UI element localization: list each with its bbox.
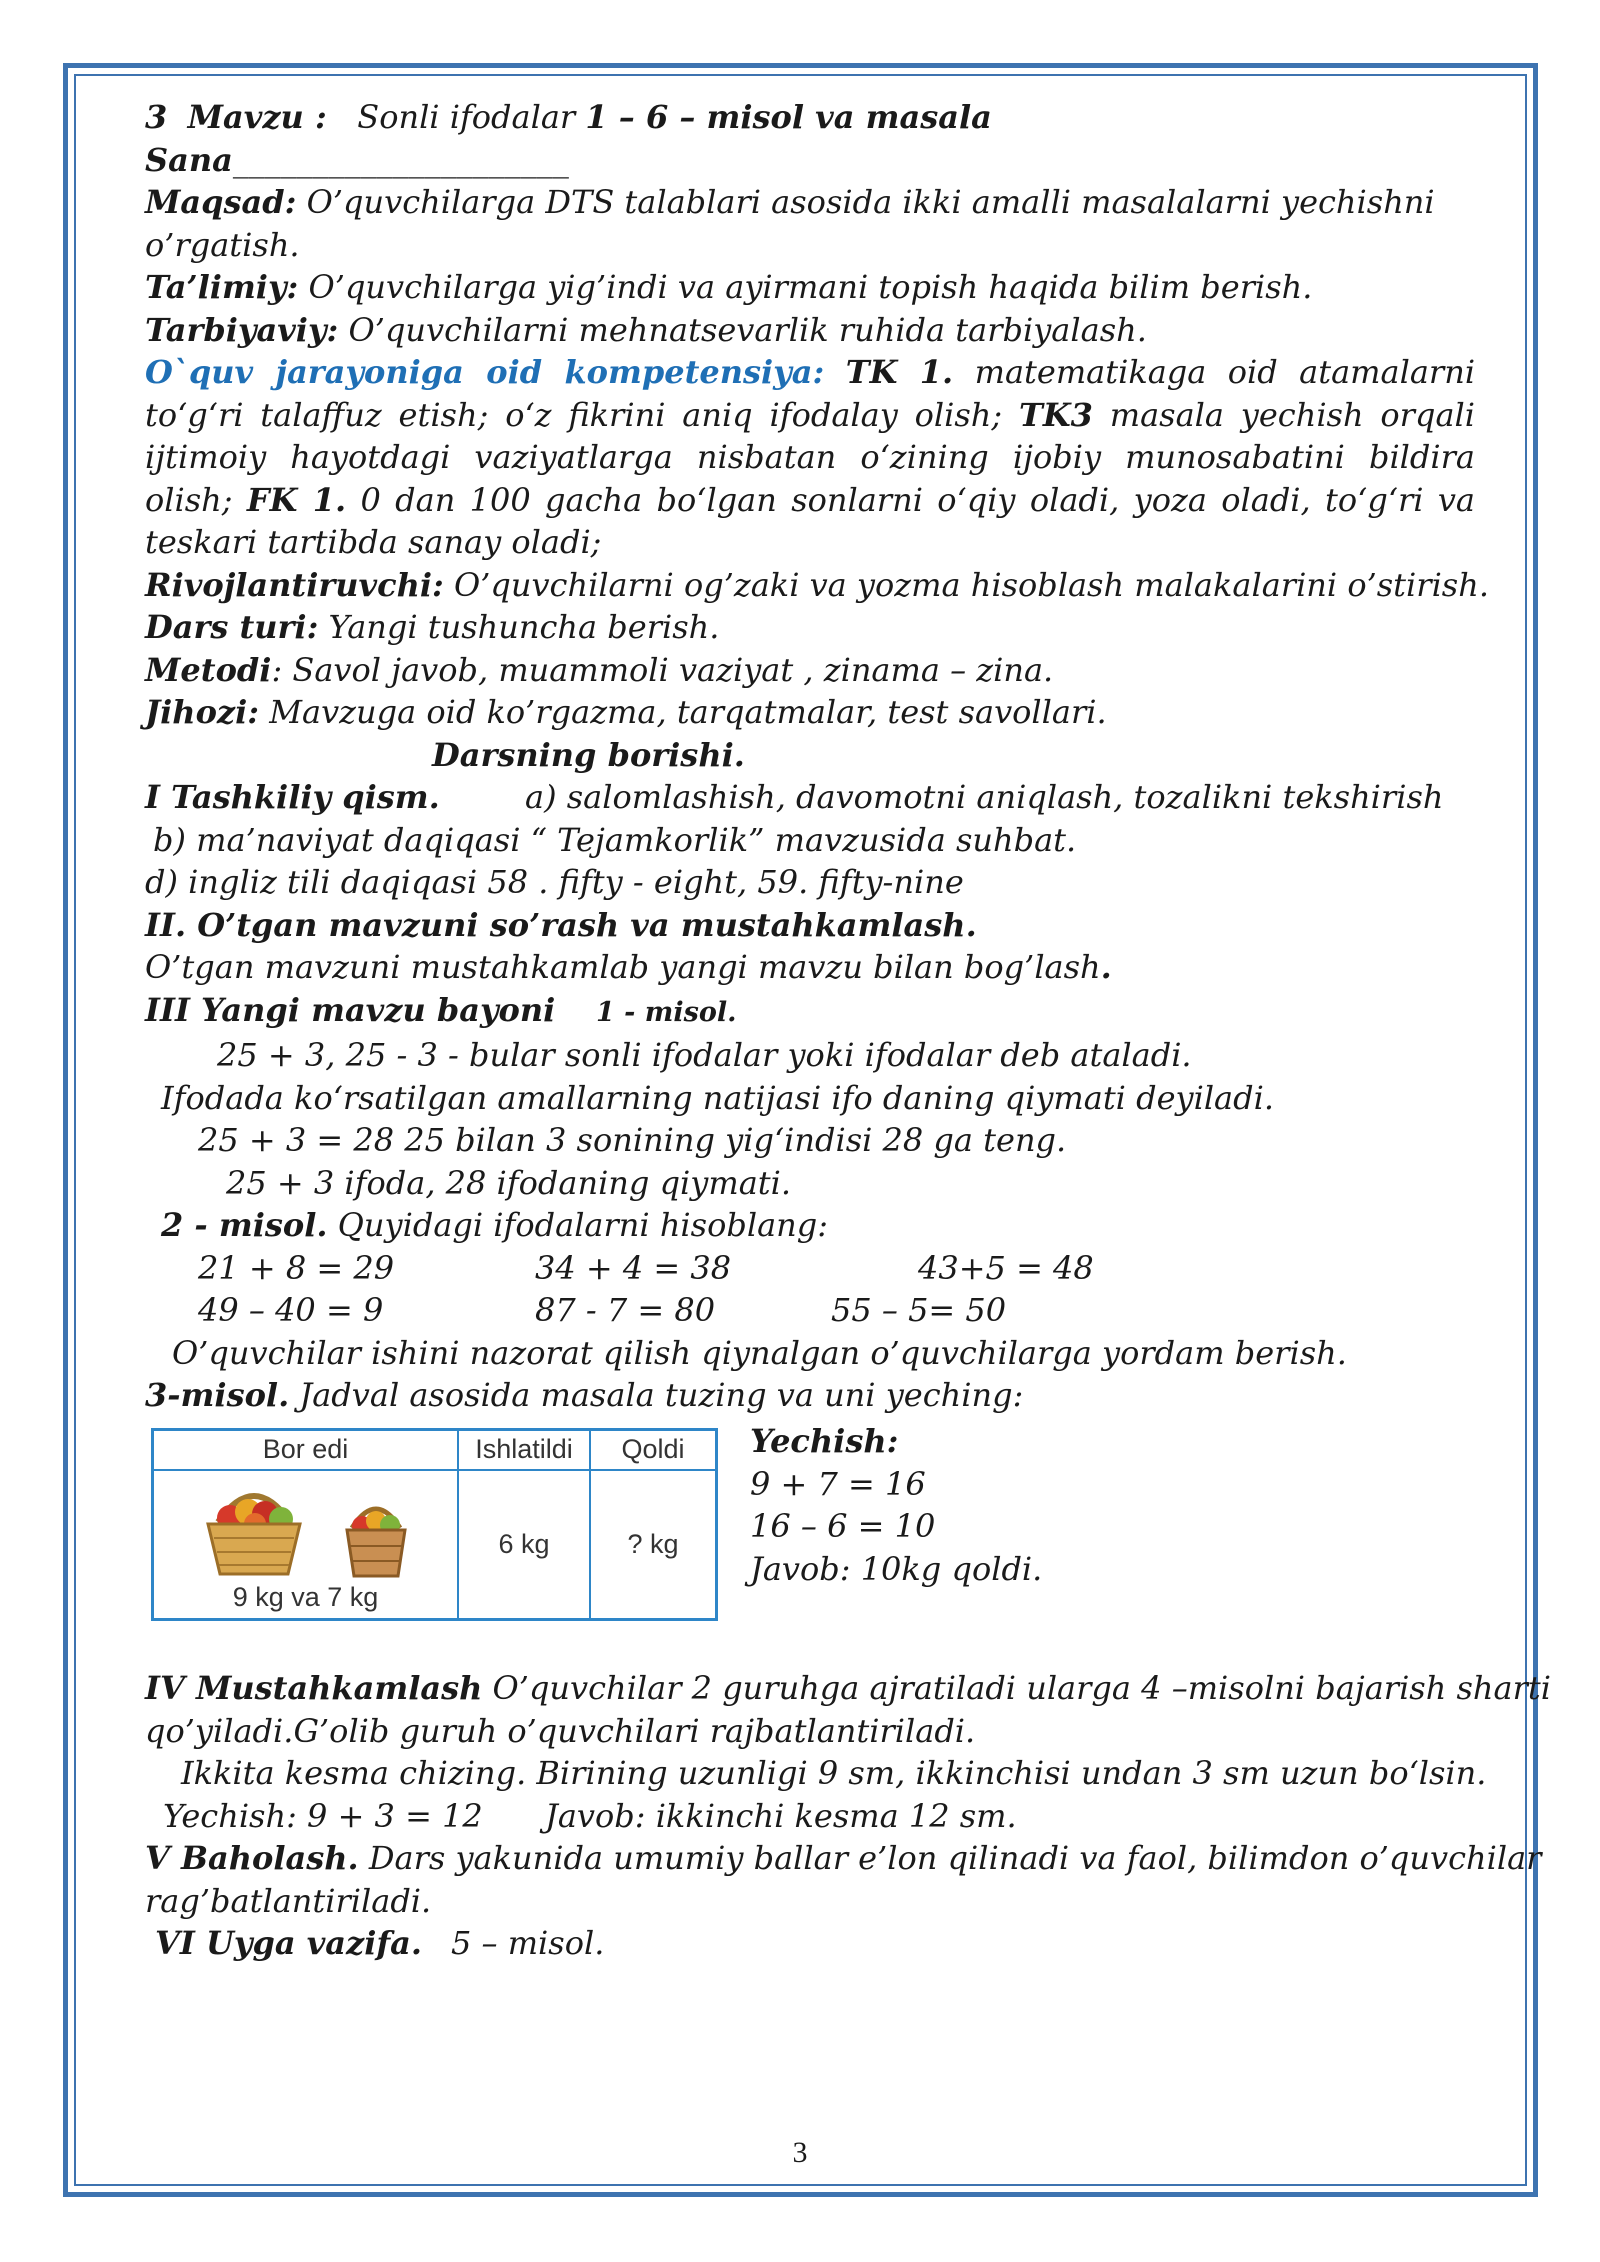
maqsad-line: Maqsad: O’quvchilarga DTS talablari asosida ikki amalli masalalarni yechishni [145,183,1435,221]
jihozi-line: Jihozi: Mavzuga oid ko’rgazma, tarqatmalar, test savollari. [145,693,1107,731]
yangi-line-1: 25 + 3, 25 - 3 - bular sonli ifodalar yoki ifodalar deb ataladi. [217,1036,1192,1074]
table-cell-bor-edi [153,1470,459,1620]
tashkiliy-line: I Tashkiliy qism. a) salomlashish, davomotni aniqlash, tozalikni tekshirish [145,778,1444,816]
otgan-heading: II. O’tgan mavzuni so’rash va mustahkamlash. [145,905,977,944]
uyga-vazifa-line: VI Uyga vazifa. 5 – misol. [155,1924,605,1962]
document-body-lower [145,1667,1551,1965]
yangi-line-3: 25 + 3 = 28 25 bilan 3 sonining yig‘indisi 28 ga teng. [198,1121,1067,1159]
misol2-row-1: 21 + 8 = 29 34 + 4 = 38 43+5 = 48 [198,1248,1094,1287]
misol3-heading: 3-misol. Jadval asosida masala tuzing va uni yeching: [145,1376,1024,1414]
mustahkamlash-task: Ikkita kesma chizing. Birining uzunligi 9 sm, ikkinchisi undan 3 sm uzun bo‘lsin. [181,1754,1487,1792]
competency-paragraph: O`quv jarayoniga oid kompetensiya: TK 1. matematikaga oid atamalarni to‘g‘ri talaffuz etish; o‘z fikrini aniq ifodalay olish; TK3 masala yechish orqali ijtimoiy hayotdagi vaziyatlarga nisbatan o‘zining ijobiy munosabatini bildira olish; FK 1. 0 dan 100 gacha bo‘lgan sonlarni o‘qiy oladi, yoza oladi, to‘g‘ri va teskari tartibda sanay oladi; [145,353,1476,561]
mustahkamlash-line: IV Mustahkamlash O’quvchilar 2 guruhga ajratiladi ularga 4 –misolni bajarish sharti [145,1669,1551,1707]
yangi-line-4: 25 + 3 ifoda, 28 ifodaning qiymati. [226,1163,792,1202]
baholash-line-2: rag’batlantiriladi. [145,1881,432,1920]
misol2-nazorat: O’quvchilar ishini nazorat qilish qiynalgan o’quvchilarga yordam berish. [172,1333,1347,1372]
solution-answer: Javob: 10kg qoldi. [750,1549,1043,1588]
mustahkamlash-solution: Yechish: 9 + 3 = 12 Javob: ikkinchi kesma 12 sm. [163,1796,1017,1835]
yangi-heading: III Yangi mavzu bayoni 1 - misol. [145,990,737,1029]
table-header-ishlatildi: Ishlatildi [458,1430,590,1470]
small-basket-image [342,1494,410,1578]
table-cell-weights: 9 kg va 7 kg [232,1581,379,1612]
date-line: Sana_____________________ [145,140,569,179]
yangi-line-2: Ifodada ko‘rsatilgan amallarning natijasi ifo daning qiymati deyiladi. [161,1078,1275,1117]
dars-turi-line: Dars turi: Yangi tushuncha berish. [145,608,720,646]
table-cell-ishlatildi: 6 kg [458,1470,590,1620]
large-basket-image [202,1478,306,1578]
table-header-bor-edi: Bor edi [153,1430,459,1470]
table-header-qoldi: Qoldi [590,1430,717,1470]
section-heading: Darsning borishi. [432,735,745,774]
misol2-row-2: 49 – 40 = 9 87 - 7 = 80 55 – 5= 50 [198,1291,1007,1329]
basket-images [154,1478,457,1578]
solution-block [750,1420,1042,1590]
talimiy-line: Ta’limiy: O’quvchilarga yig’indi va ayirmani topish haqida bilim berish. [145,268,1313,306]
rivojlantiruvchi-line: Rivojlantiruvchi: O’quvchilarni og’zaki va yozma hisoblash malakalarini o’stirish. [145,565,1489,604]
otgan-text: O’tgan mavzuni mustahkamlab yangi mavzu bilan bog’lash. [145,948,1112,986]
metodi-line: Metodi: Savol javob, muammoli vaziyat , zinama – zina. [145,650,1054,689]
document-body [145,96,1489,1417]
tashkiliy-d: d) ingliz tili daqiqasi 58 . fifty - eight, 59. fifty-nine [145,863,964,901]
tashkiliy-b: b) ma’naviyat daqiqasi “ Tejamkorlik” mavzusida suhbat. [153,820,1077,859]
baholash-line: V Baholash. Dars yakunida umumiy ballar e’lon qilinadi va faol, bilimdon o’quvchilar [145,1839,1542,1877]
solution-step-2: 16 – 6 = 10 [750,1507,936,1545]
mustahkamlash-line-2: qo’yiladi.G’olib guruh o’quvchilari rajbatlantiriladi. [145,1711,976,1750]
solution-label: Yechish: [750,1422,899,1460]
maqsad-line-2: o’rgatish. [145,225,300,264]
page-number: 3 [792,2136,808,2169]
table-cell-qoldi: ? kg [590,1470,717,1620]
problem-table [151,1428,718,1621]
solution-step-1: 9 + 7 = 16 [750,1464,926,1503]
tarbiyaviy-line: Tarbiyaviy: O’quvchilarni mehnatsevarlik ruhida tarbiyalash. [145,310,1147,349]
topic-line: 3 Mavzu : Sonli ifodalar 1 – 6 – misol va masala [145,98,992,136]
misol2-heading: 2 - misol. Quyidagi ifodalarni hisoblang: [161,1206,829,1244]
